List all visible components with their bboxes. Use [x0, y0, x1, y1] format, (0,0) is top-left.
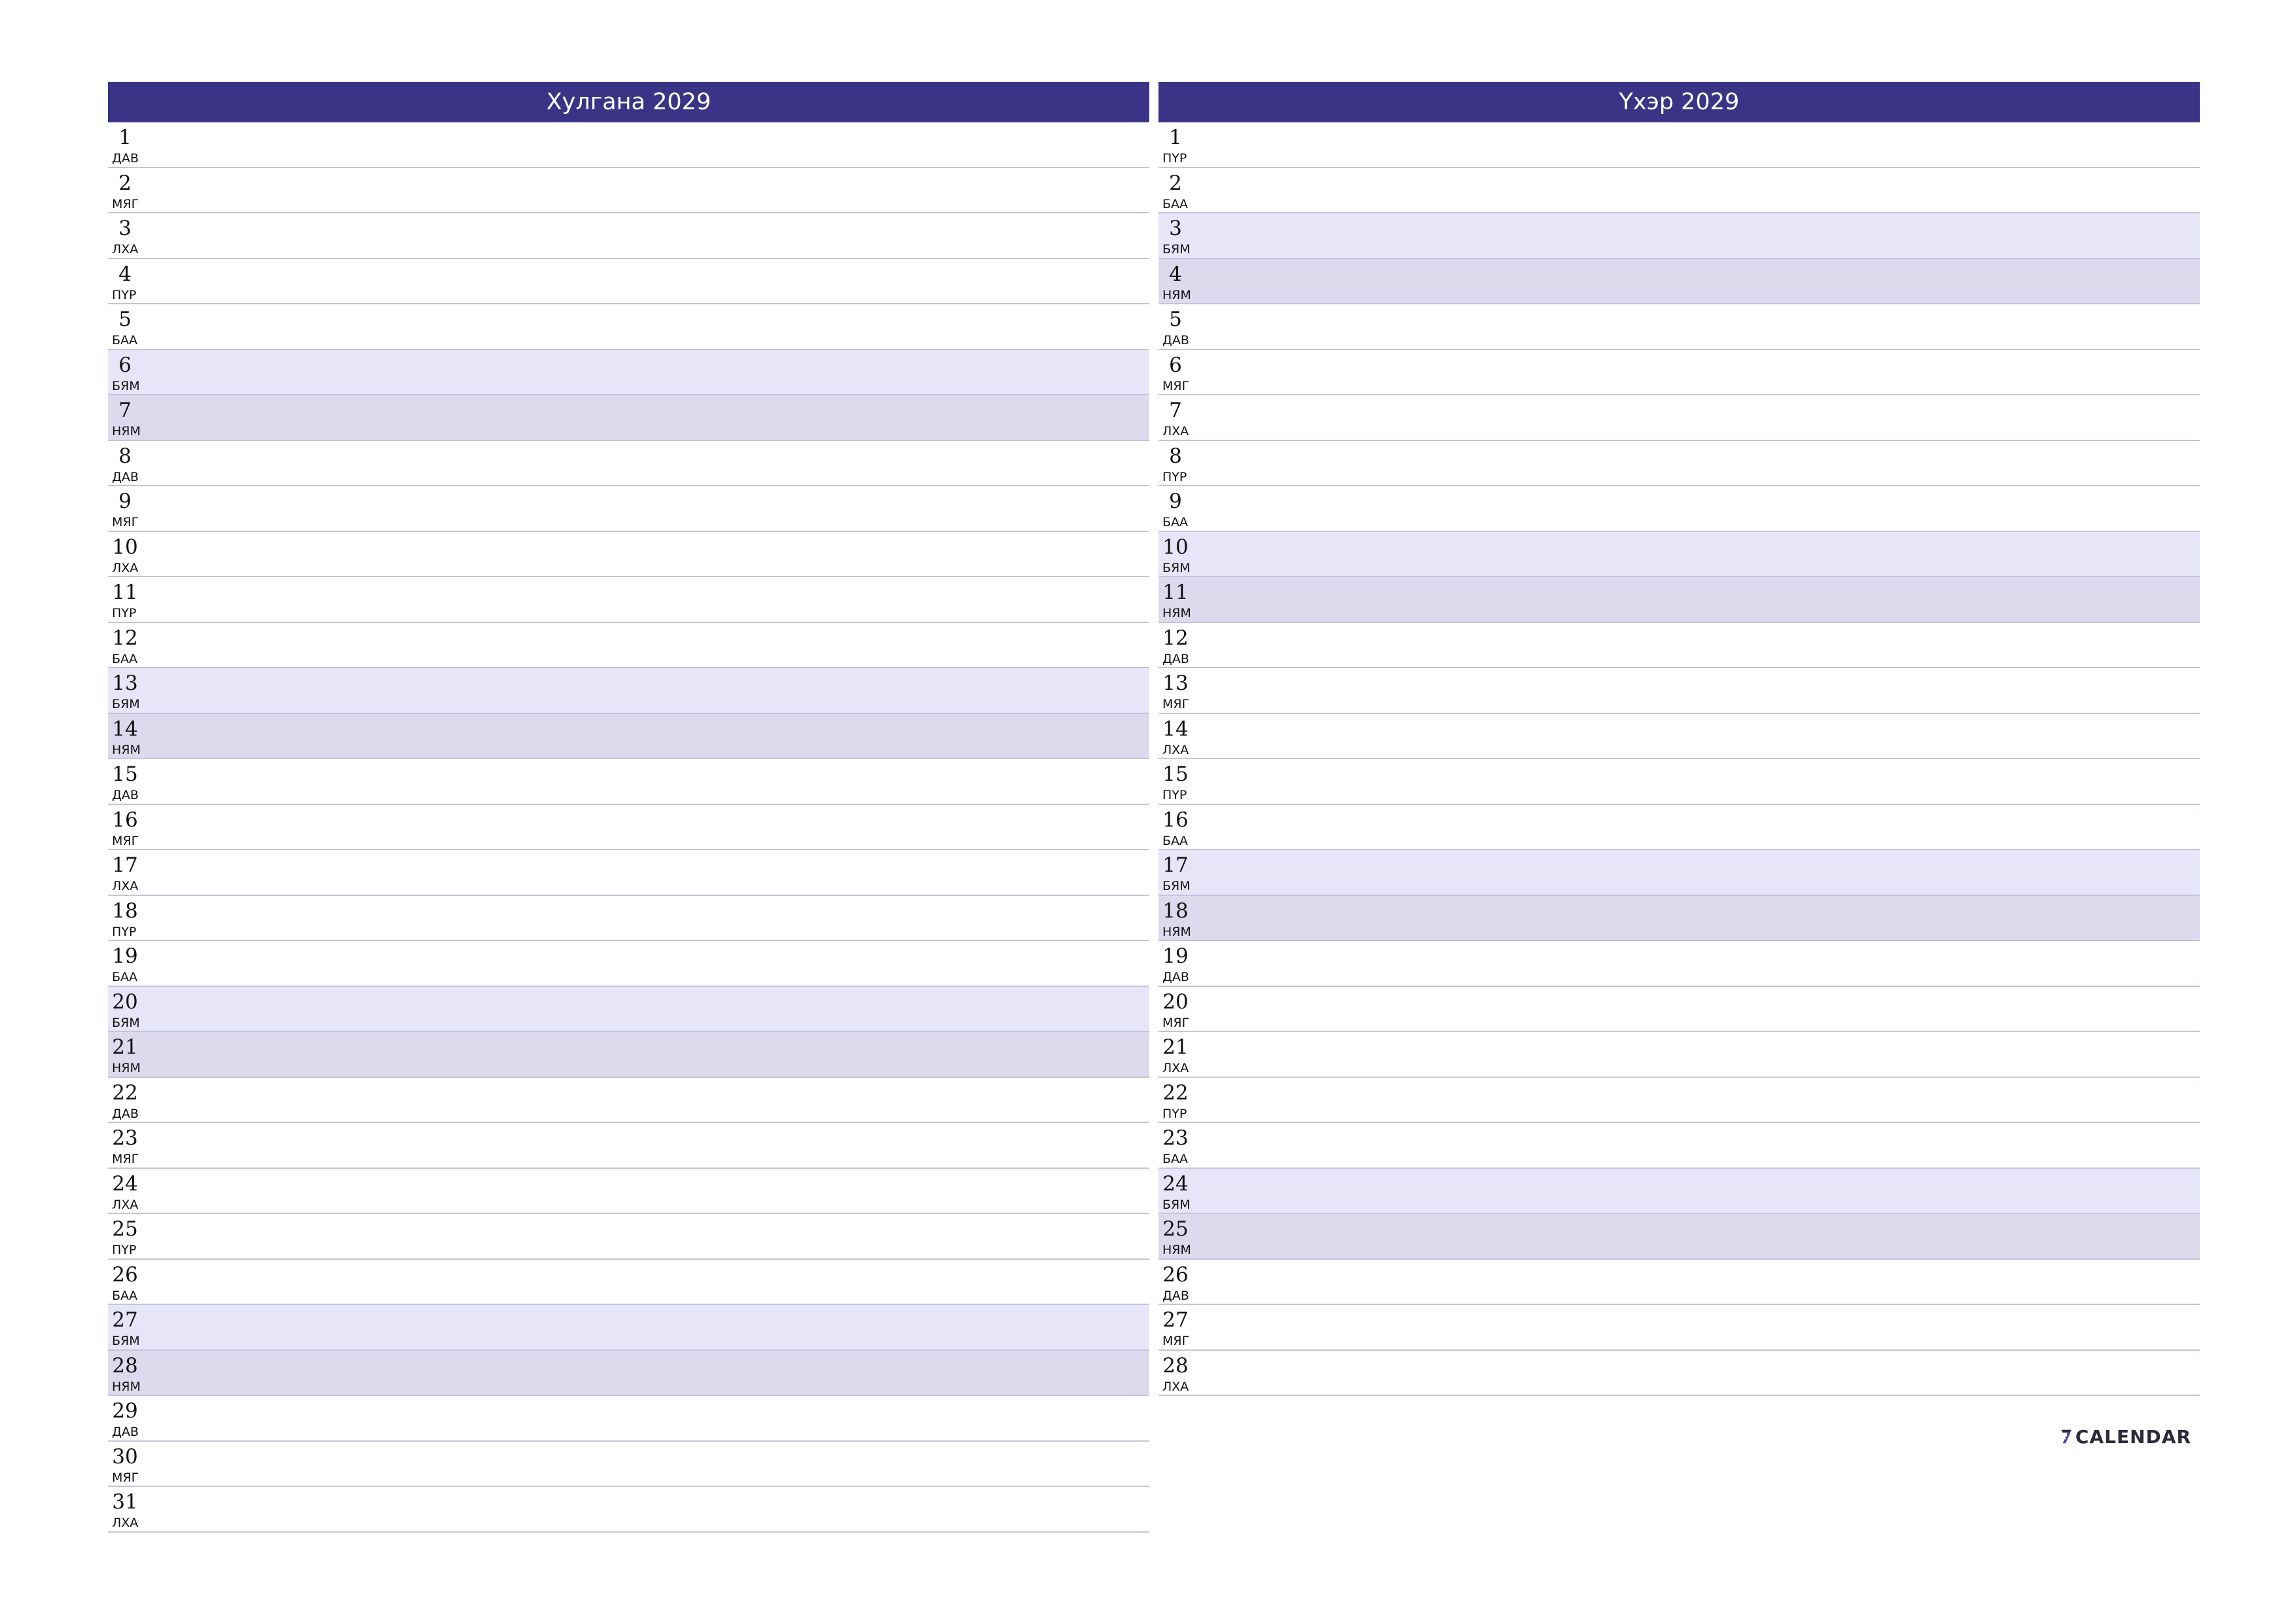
day-number: 20	[1162, 990, 1189, 1014]
day-row	[1158, 577, 2200, 623]
weekday-label: НЯМ	[112, 1061, 141, 1075]
weekday-label: МЯГ	[112, 833, 139, 848]
weekday-label: ДАВ	[1162, 970, 1189, 984]
day-row	[108, 1305, 1149, 1351]
weekday-label: МЯГ	[1162, 1334, 1190, 1348]
weekday-label: ДАВ	[1162, 333, 1189, 348]
weekday-label: ЛХА	[1162, 1061, 1189, 1075]
day-number: 6	[1169, 353, 1182, 377]
day-number: 11	[112, 580, 138, 604]
day-number: 29	[112, 1399, 138, 1423]
day-number: 2	[1169, 171, 1182, 195]
day-row	[108, 759, 1149, 805]
weekday-label: ДАВ	[112, 469, 139, 484]
day-number: 31	[112, 1490, 138, 1514]
day-row	[1158, 623, 2200, 669]
weekday-label: ЛХА	[112, 242, 139, 257]
weekday-label: БАА	[1162, 196, 1189, 211]
weekday-label: БАА	[1162, 833, 1189, 848]
day-number: 10	[1162, 535, 1189, 559]
day-row	[108, 1032, 1149, 1078]
day-row	[1158, 1169, 2200, 1215]
day-row	[108, 850, 1149, 896]
day-number: 22	[1162, 1080, 1189, 1105]
day-row	[108, 350, 1149, 396]
day-number: 7	[118, 399, 132, 422]
logo-text: CALENDAR	[2075, 1425, 2191, 1448]
day-number: 12	[112, 626, 138, 650]
weekday-label: ПҮР	[1162, 469, 1187, 484]
day-row	[1158, 395, 2200, 441]
weekday-label: НЯМ	[112, 1379, 141, 1394]
day-number: 19	[1162, 944, 1189, 968]
day-number: 30	[112, 1444, 138, 1469]
day-row	[108, 259, 1149, 305]
day-row	[108, 896, 1149, 942]
day-row	[108, 395, 1149, 441]
day-row	[1158, 668, 2200, 714]
weekday-label: ПҮР	[1162, 788, 1187, 802]
weekday-label: БЯМ	[112, 697, 140, 711]
weekday-label: НЯМ	[1162, 606, 1191, 620]
day-number: 26	[1162, 1262, 1189, 1287]
weekday-label: ЛХА	[1162, 742, 1189, 757]
day-number: 4	[118, 262, 132, 286]
day-row	[108, 168, 1149, 214]
weekday-label: ПҮР	[112, 287, 137, 302]
weekday-label: ЛХА	[112, 1197, 139, 1212]
day-number: 5	[1169, 308, 1182, 331]
day-row	[108, 213, 1149, 259]
day-row	[108, 577, 1149, 623]
weekday-label: БЯМ	[1162, 242, 1191, 257]
weekday-label: ПҮР	[112, 1243, 137, 1257]
day-number: 7	[1169, 399, 1182, 422]
weekday-label: МЯГ	[112, 1470, 139, 1485]
seven-logo-icon	[2060, 1418, 2072, 1455]
day-number: 15	[1162, 762, 1189, 786]
day-number: 12	[1162, 626, 1189, 650]
day-list	[108, 122, 1149, 1533]
day-row	[108, 1487, 1149, 1533]
day-row	[1158, 1260, 2200, 1306]
day-number: 16	[1162, 808, 1189, 832]
weekday-label: МЯГ	[112, 515, 139, 529]
day-number: 16	[112, 808, 138, 832]
day-number: 25	[112, 1217, 138, 1241]
day-row	[1158, 532, 2200, 578]
day-row	[108, 987, 1149, 1033]
weekday-label: МЯГ	[112, 196, 139, 211]
day-number: 24	[112, 1171, 138, 1196]
day-number: 10	[112, 535, 138, 559]
day-row	[1158, 805, 2200, 851]
month-header	[1158, 82, 2200, 122]
month-title: Үхэр 2029	[1619, 89, 1740, 115]
day-number: 28	[112, 1353, 138, 1378]
day-number: 14	[1162, 717, 1189, 741]
weekday-label: БЯМ	[112, 1334, 140, 1348]
weekday-label: МЯГ	[1162, 697, 1190, 711]
day-row	[108, 441, 1149, 487]
day-number: 8	[1169, 444, 1182, 468]
day-number: 25	[1162, 1217, 1189, 1241]
month-february	[1158, 82, 2200, 1396]
weekday-label: ДАВ	[112, 151, 139, 166]
day-row	[108, 122, 1149, 168]
day-row	[108, 623, 1149, 669]
day-row	[108, 668, 1149, 714]
day-number: 1	[118, 126, 132, 149]
day-number: 15	[112, 762, 138, 786]
weekday-label: ДАВ	[112, 1425, 139, 1439]
day-number: 27	[112, 1308, 138, 1332]
day-number: 17	[112, 853, 138, 877]
day-row	[1158, 486, 2200, 532]
weekday-label: МЯГ	[112, 1152, 139, 1166]
day-number: 21	[1162, 1035, 1189, 1059]
weekday-label: ЛХА	[112, 1516, 139, 1530]
weekday-label: ПҮР	[112, 606, 137, 620]
day-number: 22	[112, 1080, 138, 1105]
day-row	[1158, 441, 2200, 487]
weekday-label: ЛХА	[112, 560, 139, 575]
month-header	[108, 82, 1149, 122]
day-row	[108, 1123, 1149, 1169]
weekday-label: БЯМ	[1162, 560, 1191, 575]
weekday-label: БАА	[112, 970, 138, 984]
day-row	[1158, 759, 2200, 805]
weekday-label: ДАВ	[112, 788, 139, 802]
day-row	[1158, 1351, 2200, 1397]
month-january	[108, 82, 1149, 1533]
day-number: 11	[1162, 580, 1189, 604]
weekday-label: ПҮР	[1162, 1106, 1187, 1121]
weekday-label: БАА	[112, 651, 138, 666]
day-number: 27	[1162, 1308, 1189, 1332]
weekday-label: ПҮР	[112, 924, 137, 939]
day-number: 3	[1169, 217, 1182, 240]
day-number: 28	[1162, 1353, 1189, 1378]
day-row	[1158, 304, 2200, 350]
weekday-label: ЛХА	[1162, 424, 1189, 438]
day-number: 4	[1169, 262, 1182, 286]
weekday-label: БАА	[112, 1288, 138, 1303]
day-number: 3	[118, 217, 132, 240]
day-row	[1158, 213, 2200, 259]
weekday-label: ДАВ	[112, 1106, 139, 1121]
weekday-label: БЯМ	[1162, 1197, 1191, 1212]
day-number: 13	[112, 671, 138, 695]
day-row	[108, 1396, 1149, 1442]
weekday-label: НЯМ	[1162, 1243, 1191, 1257]
day-row	[1158, 1032, 2200, 1078]
day-row	[108, 304, 1149, 350]
day-row	[1158, 1305, 2200, 1351]
day-number: 23	[112, 1126, 138, 1150]
day-row	[108, 1078, 1149, 1124]
day-row	[108, 532, 1149, 578]
day-row	[108, 1214, 1149, 1260]
day-row	[1158, 1123, 2200, 1169]
day-row	[1158, 896, 2200, 942]
weekday-label: НЯМ	[1162, 924, 1191, 939]
day-number: 19	[112, 944, 138, 968]
weekday-label: ДАВ	[1162, 1288, 1189, 1303]
weekday-label: НЯМ	[112, 424, 141, 438]
day-number: 9	[1169, 490, 1182, 513]
day-number: 18	[1162, 899, 1189, 923]
weekday-label: МЯГ	[1162, 378, 1190, 393]
day-list	[1158, 122, 2200, 1396]
weekday-label: БАА	[112, 333, 138, 348]
day-row	[1158, 259, 2200, 305]
weekday-label: МЯГ	[1162, 1015, 1190, 1030]
day-row	[1158, 1214, 2200, 1260]
day-row	[1158, 987, 2200, 1033]
day-row	[1158, 850, 2200, 896]
day-number: 20	[112, 990, 138, 1014]
day-row	[1158, 941, 2200, 987]
day-number: 2	[118, 171, 132, 195]
weekday-label: БЯМ	[1162, 879, 1191, 893]
day-number: 8	[118, 444, 132, 468]
weekday-label: БАА	[1162, 1152, 1189, 1166]
day-number: 24	[1162, 1171, 1189, 1196]
day-row	[1158, 1078, 2200, 1124]
weekday-label: НЯМ	[112, 742, 141, 757]
day-row	[108, 1442, 1149, 1488]
day-row	[108, 1169, 1149, 1215]
weekday-label: БЯМ	[112, 1015, 140, 1030]
day-row	[108, 1260, 1149, 1306]
weekday-label: НЯМ	[1162, 287, 1191, 302]
month-title: Хулгана 2029	[546, 89, 711, 115]
weekday-label: ЛХА	[112, 879, 139, 893]
weekday-label: ПҮР	[1162, 151, 1187, 166]
day-row	[1158, 168, 2200, 214]
day-number: 9	[118, 490, 132, 513]
day-row	[108, 941, 1149, 987]
day-row	[1158, 714, 2200, 760]
weekday-label: ДАВ	[1162, 651, 1189, 666]
day-row	[1158, 122, 2200, 168]
day-number: 21	[112, 1035, 138, 1059]
day-number: 13	[1162, 671, 1189, 695]
day-number: 14	[112, 717, 138, 741]
day-number: 26	[112, 1262, 138, 1287]
day-row	[108, 1351, 1149, 1397]
brand-logo	[2060, 1417, 2191, 1456]
day-number: 17	[1162, 853, 1189, 877]
day-number: 1	[1169, 126, 1182, 149]
day-number: 5	[118, 308, 132, 331]
day-row	[1158, 350, 2200, 396]
weekday-label: ЛХА	[1162, 1379, 1189, 1394]
day-row	[108, 486, 1149, 532]
day-number: 23	[1162, 1126, 1189, 1150]
day-row	[108, 805, 1149, 851]
weekday-label: БАА	[1162, 515, 1189, 529]
weekday-label: БЯМ	[112, 378, 140, 393]
day-number: 6	[118, 353, 132, 377]
day-number: 18	[112, 899, 138, 923]
day-row	[108, 714, 1149, 760]
